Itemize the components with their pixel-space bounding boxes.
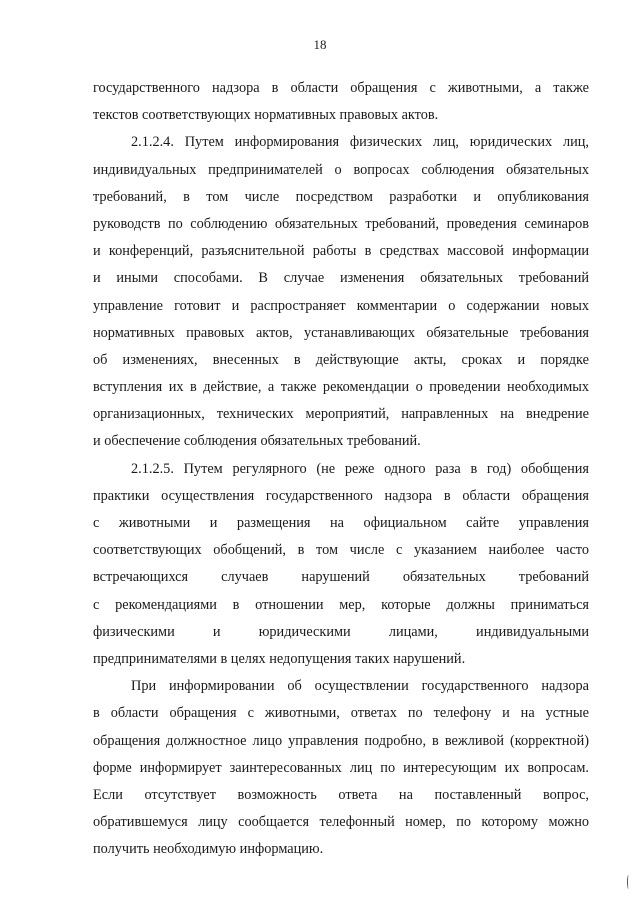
text-line: и обеспечение соблюдения обязательных требований.	[93, 433, 421, 450]
text-line: При информировании об осуществлении государственного надзора	[131, 678, 589, 695]
text-line: обращения должностное лицо управления подробно, в вежливой (корректной)	[93, 732, 589, 749]
text-line: предпринимателями в целях недопущения таких нарушений.	[93, 650, 466, 667]
text-line: нормативных правовых актов, устанавливающих обязательные требования	[93, 324, 589, 341]
text-line: обратившемуся лицу сообщается телефонный номер, по которому можно	[93, 814, 589, 831]
document-body	[93, 75, 589, 863]
text-line: организационных, технических мероприятий, направленных на внедрение	[93, 406, 589, 423]
text-line: вступления их в действие, а также рекомендации о проведении необходимых	[93, 379, 589, 396]
text-line: встречающихся случаев нарушений обязательных требований	[93, 569, 589, 586]
text-line: управление готовит и распространяет комментарии о содержании новых	[93, 297, 589, 314]
text-line: индивидуальных предпринимателей о вопросах соблюдения обязательных	[93, 161, 589, 178]
text-line: в области обращения с животными, ответах по телефону и на устные	[93, 705, 589, 722]
paragraph	[93, 456, 589, 674]
paragraph	[93, 673, 589, 863]
paragraph	[93, 75, 589, 129]
scan-artifact	[627, 875, 630, 889]
text-line: форме информирует заинтересованных лиц по интересующим их вопросам.	[93, 759, 589, 776]
text-line: с животными и размещения на официальном сайте управления	[93, 515, 589, 531]
text-line: физическими и юридическими лицами, индивидуальными	[93, 623, 589, 640]
text-line: с рекомендациями в отношении мер, которые должны приниматься	[93, 596, 589, 613]
text-line: получить необходимую информацию.	[93, 841, 324, 858]
page-number: 18	[313, 37, 327, 52]
text-line: требований, в том числе посредством разработки и опубликования	[93, 188, 589, 205]
text-line: 2.1.2.4. Путем информирования физических лиц, юридических лиц,	[131, 134, 589, 151]
text-line: государственного надзора в области обращения с животными, а также	[93, 80, 589, 96]
text-line: 2.1.2.5. Путем регулярного (не реже одного раза в год) обобщения	[131, 460, 589, 477]
text-line: и конференций, разъяснительной работы в средствах массовой информации	[93, 243, 589, 260]
text-line: об изменениях, внесенных в действующие акты, сроках и порядке	[93, 351, 589, 368]
text-line: текстов соответствующих нормативных правовых актов.	[93, 107, 439, 124]
text-line: Если отсутствует возможность ответа на поставленный вопрос,	[93, 786, 589, 803]
text-line: практики осуществления государственного надзора в области обращения	[93, 487, 589, 504]
paragraph	[93, 129, 589, 455]
text-line: соответствующих обобщений, в том числе с указанием наиболее часто	[93, 542, 589, 559]
text-line: и иными способами. В случае изменения обязательных требований	[93, 270, 589, 287]
text-line: руководств по соблюдению обязательных требований, проведения семинаров	[93, 215, 589, 232]
